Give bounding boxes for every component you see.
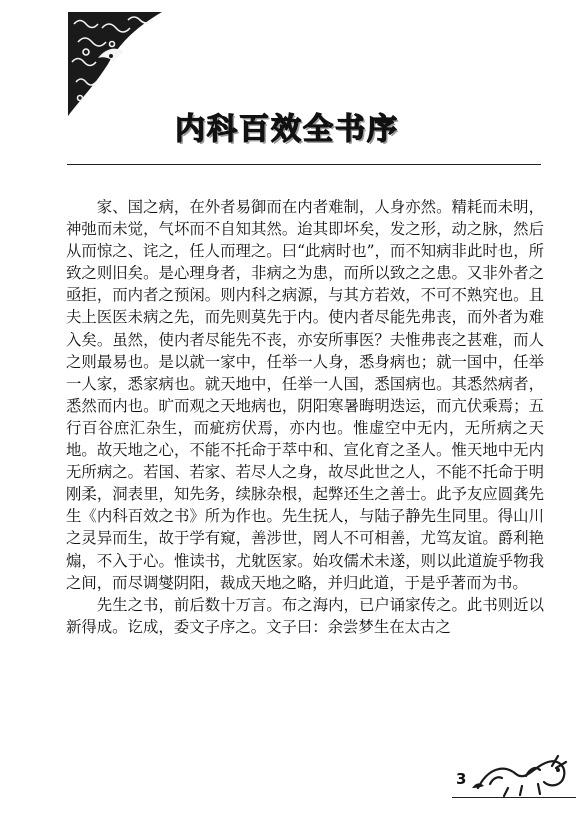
page-number: 3 xyxy=(456,770,467,788)
cloud-bat-ornament-icon xyxy=(68,12,162,116)
preface-body xyxy=(66,196,544,638)
footer-divider xyxy=(452,797,576,798)
paragraph: 先生之书，前后数十万言。布之海内，已户诵家传之。此书则近以新得成。讫成，委文子序之。文子曰：余尝梦生在太古之 xyxy=(66,595,544,636)
title-divider xyxy=(67,164,541,165)
dragon-ornament-icon xyxy=(468,748,580,800)
paragraph: 家、国之病，在外者易御而在内者难制，人身亦然。精耗而未明，神弛而未觉，气坏而不自知其然。迨其即坏矣，发之形，动之脉，然后从而惊之、诧之，任人而理之。曰“此病时也”，而不知病非此时也，所致之则旧矣。是心理身者，非病之为患，而所以致之之患。又非外者之亟拒，而内者之预闲。则内科之病源，与其方若效，不可不熟究也。且夫上医医未病之先，而先则莫先于内。使内者尽能先弗丧，而外者为难入矣。虽然，使内者尽能先不丧，亦安所事医？夫惟弗丧之甚难，而人之则最易也。是以就一家中，任举一人身，悉身病也；就一国中，任举一人家，悉家病也。就天地中，任举一人国，悉国病也。其悉然病者，悉然而内也。旷而观之天地病也，阴阳寒暑晦明迭运，而亢伏乘焉；五行百谷庶汇杂生，而疵疠伏焉，亦内也。惟虚空中无内，无所病之天地。故天地之心，不能不托命于萃中和、宣化育之圣人。惟天地中无内无所病之。若国、若家、若尽人之身，故尽此世之人，不能不托命于明刚柔，洞表里，知先务，续脉杂根，起弊还生之善士。此予友应圆龚先生《内科百效之书》所为作也。先生抚人，与陆子静先生同里。得山川之灵异而生，故于学有窥，善涉世，罔人不可相善，尤笃友谊。爵利艳煽，不入于心。惟读书，尤躭医家。始攻儒术未遂，则以此道旋乎物我之间，而尽调燮阴阳，裁成天地之略，并归此道，于是乎著而为书。 xyxy=(66,198,544,592)
page-title: 内科百效全书序 xyxy=(175,112,399,147)
